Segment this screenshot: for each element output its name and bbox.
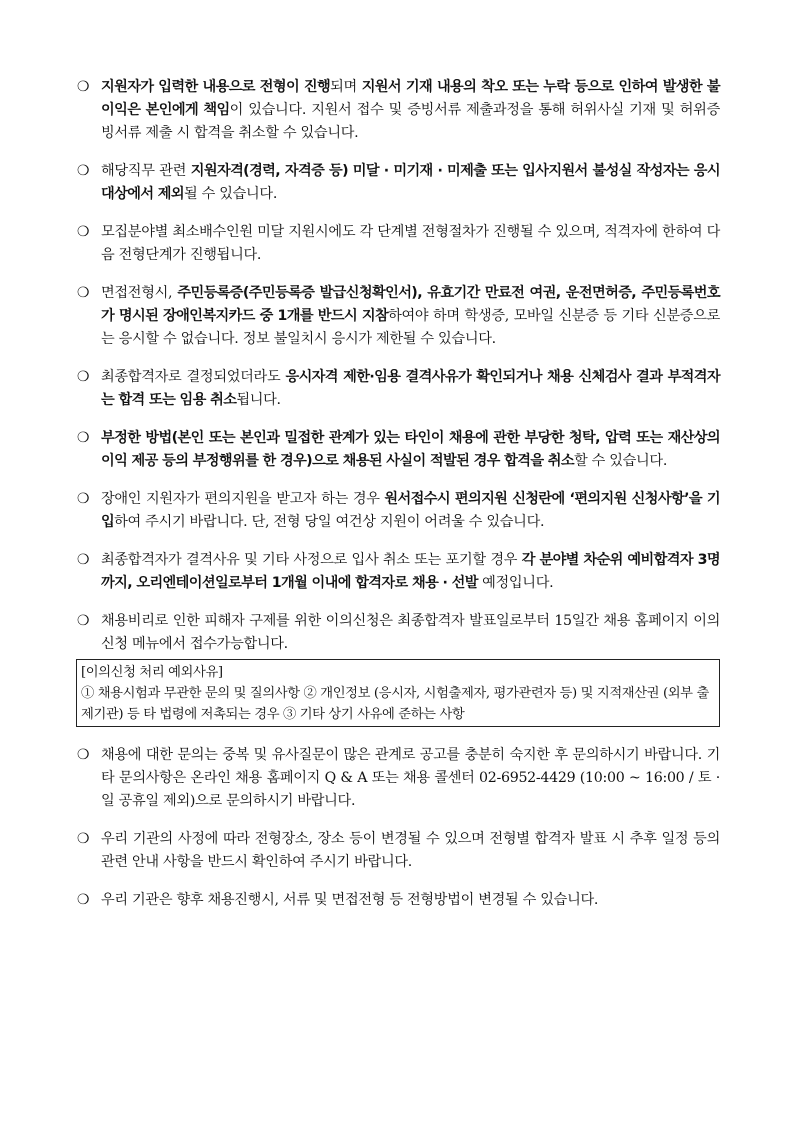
notice-item xyxy=(76,76,720,145)
notice-item xyxy=(76,221,720,267)
body-text: 채용에 대한 문의는 중복 및 유사질문이 많은 관계로 공고를 충분히 숙지한 후 문의하시기 바랍니다. 기타 문의사항은 온라인 채용 홈페이지 Q & A 또는 채용 콜센터 02-6952-4429 (10:00 ~ 16:00 / 토 · 일 공휴일 제외)으로 문의하시기 바랍니다. xyxy=(101,747,720,809)
body-text: 되며 xyxy=(330,79,362,95)
emphasis-text: 주민등록증(주민등록증 발급신청확인서), 유효기간 만료전 여권, 운전면허증, 주민등록번호가 명시된 장애인복지카드 중 1개를 반드시 지참 xyxy=(101,285,720,324)
emphasis-text: 지원자가 입력한 내용으로 전형이 진행 xyxy=(101,79,331,95)
body-text: 됩니다. xyxy=(236,392,281,408)
notice-item xyxy=(76,488,720,534)
body-text: 이 있습니다. 지원서 접수 및 증빙서류 제출과정을 통해 허위사실 기재 및 허위증빙서류 제출 시 합격을 취소할 수 있습니다. xyxy=(101,102,720,141)
emphasis-text: 각 분야별 차순위 예비합격자 3명까지, 오리엔테이션일로부터 1개월 이내에 합격자로 채용 · 선발 xyxy=(101,552,720,591)
body-text: 될 수 있습니다. xyxy=(183,186,278,202)
circle-bullet-icon: ❍ xyxy=(77,285,90,301)
emphasis-text: 지원자격(경력, 자격증 등) 미달 · 미기재 · 미제출 또는 입사지원서 불성실 작성자는 응시 대상에서 제외 xyxy=(101,163,720,202)
emphasis-text: 응시자격 제한·임용 결격사유가 확인되거나 채용 신체검사 결과 부적격자는 합격 또는 임용 취소 xyxy=(101,369,720,408)
circle-bullet-icon: ❍ xyxy=(77,163,90,179)
box-body: ① 채용시험과 무관한 문의 및 질의사항 ② 개인정보 (응시자, 시험출제자, 평가관련자 등) 및 지적재산권 (외부 출제기관) 등 타 법령에 저촉되는 경우 ③ 기타 상기 사유에 준하는 사항 xyxy=(81,686,709,722)
circle-bullet-icon: ❍ xyxy=(77,491,90,507)
notice-item xyxy=(76,427,720,473)
circle-bullet-icon: ❍ xyxy=(77,747,90,763)
notice-document xyxy=(76,76,720,912)
notice-item xyxy=(76,610,720,656)
body-text: 장애인 지원자가 편의지원을 받고자 하는 경우 xyxy=(101,491,385,507)
notice-item xyxy=(76,366,720,412)
notice-item xyxy=(76,828,720,874)
body-text: 예정입니다. xyxy=(477,575,554,591)
notice-item xyxy=(76,549,720,595)
notice-item xyxy=(76,744,720,813)
circle-bullet-icon: ❍ xyxy=(77,224,90,240)
emphasis-text: 원서접수시 편의지원 신청란에 ‘편의지원 신청사항’을 기입 xyxy=(101,491,720,530)
circle-bullet-icon: ❍ xyxy=(77,79,90,95)
emphasis-text: 지원서 기재 내용의 착오 또는 누락 등으로 인하여 발생한 불이익은 본인에게 책임 xyxy=(101,79,720,118)
body-text: 해당직무 관련 xyxy=(101,163,191,179)
body-text: 최종합격자가 결격사유 및 기타 사정으로 입사 취소 또는 포기할 경우 xyxy=(101,552,522,568)
body-text: 모집분야별 최소배수인원 미달 지원시에도 각 단계별 전형절차가 진행될 수 있으며, 적격자에 한하여 다음 전형단계가 진행됩니다. xyxy=(101,224,720,263)
emphasis-text: 부정한 방법(본인 또는 본인과 밀접한 관계가 있는 타인이 채용에 관한 부당한 청탁, 압력 또는 재산상의 이익 제공 등의 부정행위를 한 경우)으로 채용된 사실이 적발된 경우 합격을 취소 xyxy=(101,430,720,469)
circle-bullet-icon: ❍ xyxy=(77,430,90,446)
notice-item xyxy=(76,282,720,351)
body-text: 최종합격자로 결정되었더라도 xyxy=(101,369,286,385)
notice-item xyxy=(76,889,720,912)
body-text: 할 수 있습니다. xyxy=(573,453,668,469)
box-title: [이의신청 처리 예외사유] xyxy=(81,665,223,680)
body-text: 면접전형시, xyxy=(101,285,178,301)
body-text: 우리 기관의 사정에 따라 전형장소, 장소 등이 변경될 수 있으며 전형별 합격자 발표 시 추후 일정 등의 관련 안내 사항을 반드시 확인하여 주시기 바랍니다. xyxy=(101,831,720,870)
circle-bullet-icon: ❍ xyxy=(77,831,90,847)
circle-bullet-icon: ❍ xyxy=(77,613,90,629)
body-text: 채용비리로 인한 피해자 구제를 위한 이의신청은 최종합격자 발표일로부터 15일간 채용 홈페이지 이의신청 메뉴에서 접수가능합니다. xyxy=(101,613,720,652)
circle-bullet-icon: ❍ xyxy=(77,552,90,568)
body-text: 하여 주시기 바랍니다. 단, 전형 당일 여건상 지원이 어려울 수 있습니다. xyxy=(114,514,545,530)
objection-exception-box xyxy=(76,659,720,727)
notice-item xyxy=(76,160,720,206)
body-text: 하여야 하며 학생증, 모바일 신분증 등 기타 신분증으로는 응시할 수 없습니다. 정보 불일치시 응시가 제한될 수 있습니다. xyxy=(101,308,720,347)
circle-bullet-icon: ❍ xyxy=(77,369,90,385)
body-text: 우리 기관은 향후 채용진행시, 서류 및 면접전형 등 전형방법이 변경될 수 있습니다. xyxy=(101,892,599,908)
circle-bullet-icon: ❍ xyxy=(77,892,90,908)
